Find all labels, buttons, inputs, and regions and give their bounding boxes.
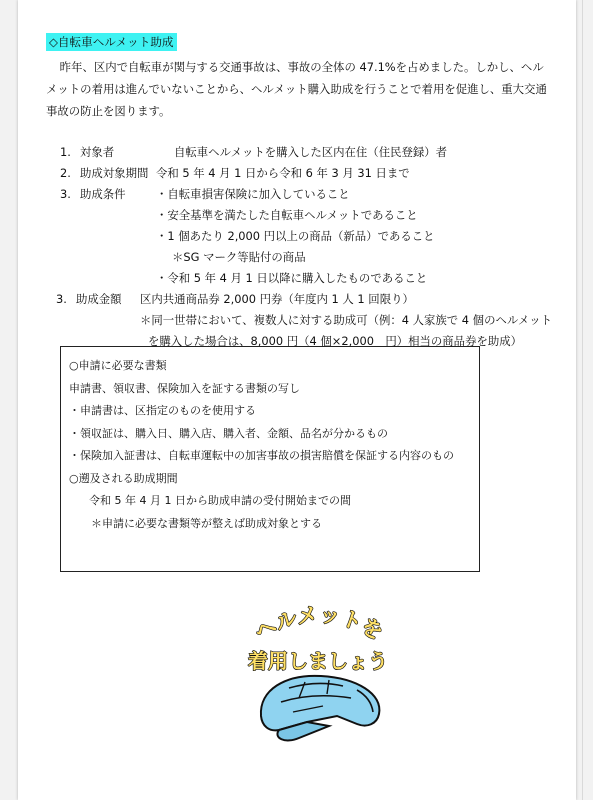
condition-line: ・1 個あたり 2,000 円以上の商品（新品）であること	[156, 229, 435, 243]
docs-heading: ○申請に必要な書類	[69, 359, 167, 372]
logo-line-2: 着用しましょう	[248, 649, 388, 673]
condition-row	[46, 247, 554, 268]
docs-note: ・領収証は、購入日、購入店、購入者、金額、品名が分かるもの	[69, 426, 388, 440]
docs-list: 申請書、領収書、保険加入を証する書類の写し	[69, 381, 300, 395]
docs-note: ・保険加入証書は、自転車運転中の加害事故の損害賠償を保証する内容のもの	[69, 449, 454, 462]
item-label: 助成金額	[76, 292, 122, 306]
item-value: 令和 5 年 4 月 1 日から令和 6 年 3 月 31 日まで	[156, 166, 410, 180]
item-number: 3.	[60, 187, 71, 201]
item-number: 1.	[60, 145, 71, 159]
intro-text: 昨年、区内で自転車が関与する交通事故は、事故の全体の 47.1%を占めました。しかし、ヘルメットの着用は進んでいないことから、ヘルメット購入助成を行うことで着用を促進し、重大交通事故の防止を図ります。	[46, 60, 547, 118]
item-period	[46, 163, 554, 184]
item-value: 自転車ヘルメットを購入した区内在住（住民登録）者	[174, 145, 448, 159]
item-number: 2.	[60, 166, 71, 180]
item-label: 助成条件	[80, 187, 126, 201]
condition-row	[46, 226, 554, 247]
document-body	[46, 32, 554, 352]
amount-note: を購入した場合は、8,000 円（4 個×2,000 円）相当の商品券を助成）	[148, 334, 523, 348]
item-label: 助成対象期間	[80, 166, 149, 180]
logo-line-1-text: ヘルメットを	[250, 602, 388, 645]
condition-line: ・令和 5 年 4 月 1 日以降に購入したものであること	[156, 271, 428, 285]
intro-paragraph	[46, 56, 554, 122]
logo-line-1	[251, 603, 387, 645]
section-title: ◇自転車ヘルメット助成	[46, 33, 177, 51]
condition-line: ・安全基準を満たした自転車ヘルメットであること	[156, 208, 418, 222]
helmet-campaign-logo	[233, 598, 403, 748]
condition-row	[46, 268, 554, 289]
amount-note-row	[46, 310, 554, 331]
document-page	[18, 0, 576, 800]
item-conditions	[46, 184, 554, 205]
item-amount	[46, 289, 554, 310]
application-info-box	[60, 346, 480, 572]
amount-note: ＊同一世帯において、複数人に対する助成可（例：4 人家族で 4 個のヘルメット	[140, 313, 553, 327]
retro-note: ＊申請に必要な書類等が整えば助成対象とする	[91, 516, 322, 530]
item-value: 区内共通商品券 2,000 円券（年度内 1 人 1 回限り）	[140, 292, 414, 306]
retro-heading: ○遡及される助成期間	[69, 471, 178, 485]
helmet-icon	[261, 676, 380, 741]
condition-line: ・自転車損害保険に加入していること	[156, 187, 350, 201]
condition-row	[46, 205, 554, 226]
item-label: 対象者	[80, 145, 115, 159]
item-number: 3.	[56, 292, 67, 306]
scroll-edge	[582, 0, 583, 800]
details-list	[46, 142, 554, 352]
retro-period: 令和 5 年 4 月 1 日から助成申請の受付開始までの間	[89, 494, 351, 507]
docs-note: ・申請書は、区指定のものを使用する	[69, 404, 256, 417]
item-target	[46, 142, 554, 163]
condition-subnote: ＊SG マーク等貼付の商品	[172, 250, 306, 264]
